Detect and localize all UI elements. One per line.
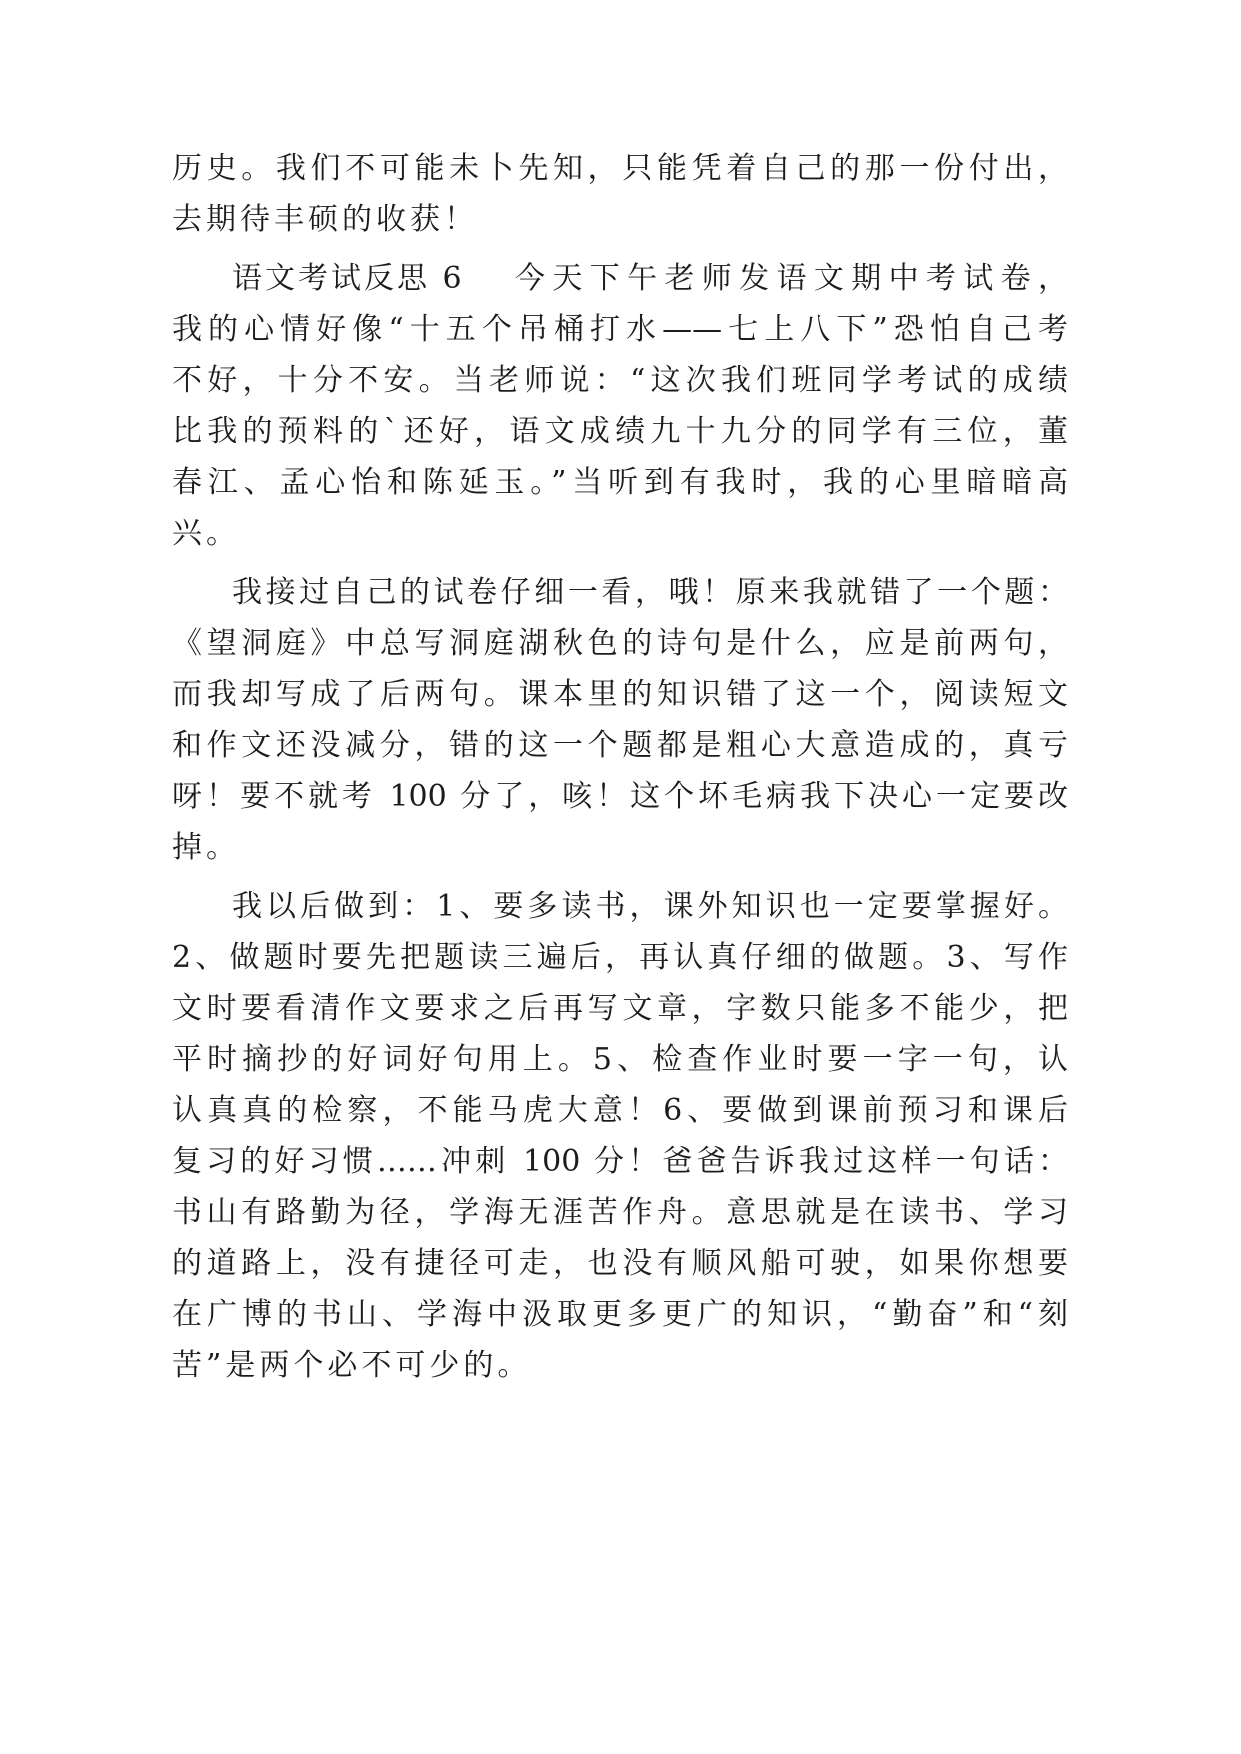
text-line: 苦”是两个必不可少的。 bbox=[172, 1348, 532, 1383]
paragraph-exam-reflection bbox=[172, 253, 1068, 559]
text-line: 我以后做到：1、要多读书，课外知识也一定要掌握好。 bbox=[232, 889, 1068, 924]
text-line: 的道路上，没有捷径可走，也没有顺风船可驶，如果你想要 bbox=[172, 1246, 1068, 1281]
text-line: 复习的好习惯……冲刺 100 分！爸爸告诉我过这样一句话： bbox=[172, 1144, 1068, 1179]
text-line: 文时要看清作文要求之后再写文章，字数只能多不能少，把 bbox=[172, 991, 1068, 1026]
section-title: 语文考试反思 6 bbox=[232, 261, 465, 296]
text-line: 认真真的检察，不能马虎大意！6、要做到课前预习和课后 bbox=[172, 1093, 1068, 1128]
text-line: 而我却写成了后两句。课本里的知识错了这一个，阅读短文 bbox=[172, 677, 1068, 712]
text-line: 去期待丰硕的收获！ bbox=[172, 202, 478, 237]
text-line: 我接过自己的试卷仔细一看，哦！原来我就错了一个题： bbox=[232, 575, 1068, 610]
text-line: 历史。我们不可能未卜先知，只能凭着自己的那一份付出， bbox=[172, 151, 1068, 186]
text-line: 不好，十分不安。当老师说：“这次我们班同学考试的成绩 bbox=[172, 363, 1068, 398]
text-line: 春江、孟心怡和陈延玉。”当听到有我时，我的心里暗暗高 bbox=[172, 465, 1068, 500]
text-line: 和作文还没减分，错的这一个题都是粗心大意造成的，真亏 bbox=[172, 728, 1068, 763]
text-line: 《望洞庭》中总写洞庭湖秋色的诗句是什么，应是前两句， bbox=[172, 626, 1068, 661]
paragraph-mistake bbox=[172, 567, 1068, 873]
document-body bbox=[172, 143, 1068, 1391]
section-title-line bbox=[172, 253, 1068, 304]
paragraph-history bbox=[172, 143, 1068, 245]
text-line: 今天下午老师发语文期中考试卷， bbox=[515, 261, 1068, 296]
text-line: 平时摘抄的好词好句用上。5、检查作业时要一字一句，认 bbox=[172, 1042, 1068, 1077]
text-line: 兴。 bbox=[172, 516, 240, 551]
text-line: 书山有路勤为径，学海无涯苦作舟。意思就是在读书、学习 bbox=[172, 1195, 1068, 1230]
text-line: 我的心情好像“十五个吊桶打水——七上八下”恐怕自己考 bbox=[172, 312, 1068, 347]
text-line: 掉。 bbox=[172, 830, 240, 865]
text-line: 在广博的书山、学海中汲取更多更广的知识，“勤奋”和“刻 bbox=[172, 1297, 1068, 1332]
text-line: 2、做题时要先把题读三遍后，再认真仔细的做题。3、写作 bbox=[172, 940, 1068, 975]
text-line: 比我的预料的`还好，语文成绩九十九分的同学有三位，董 bbox=[172, 414, 1068, 449]
text-line: 呀！要不就考 100 分了，咳！这个坏毛病我下决心一定要改 bbox=[172, 779, 1068, 814]
paragraph-resolutions bbox=[172, 881, 1068, 1391]
